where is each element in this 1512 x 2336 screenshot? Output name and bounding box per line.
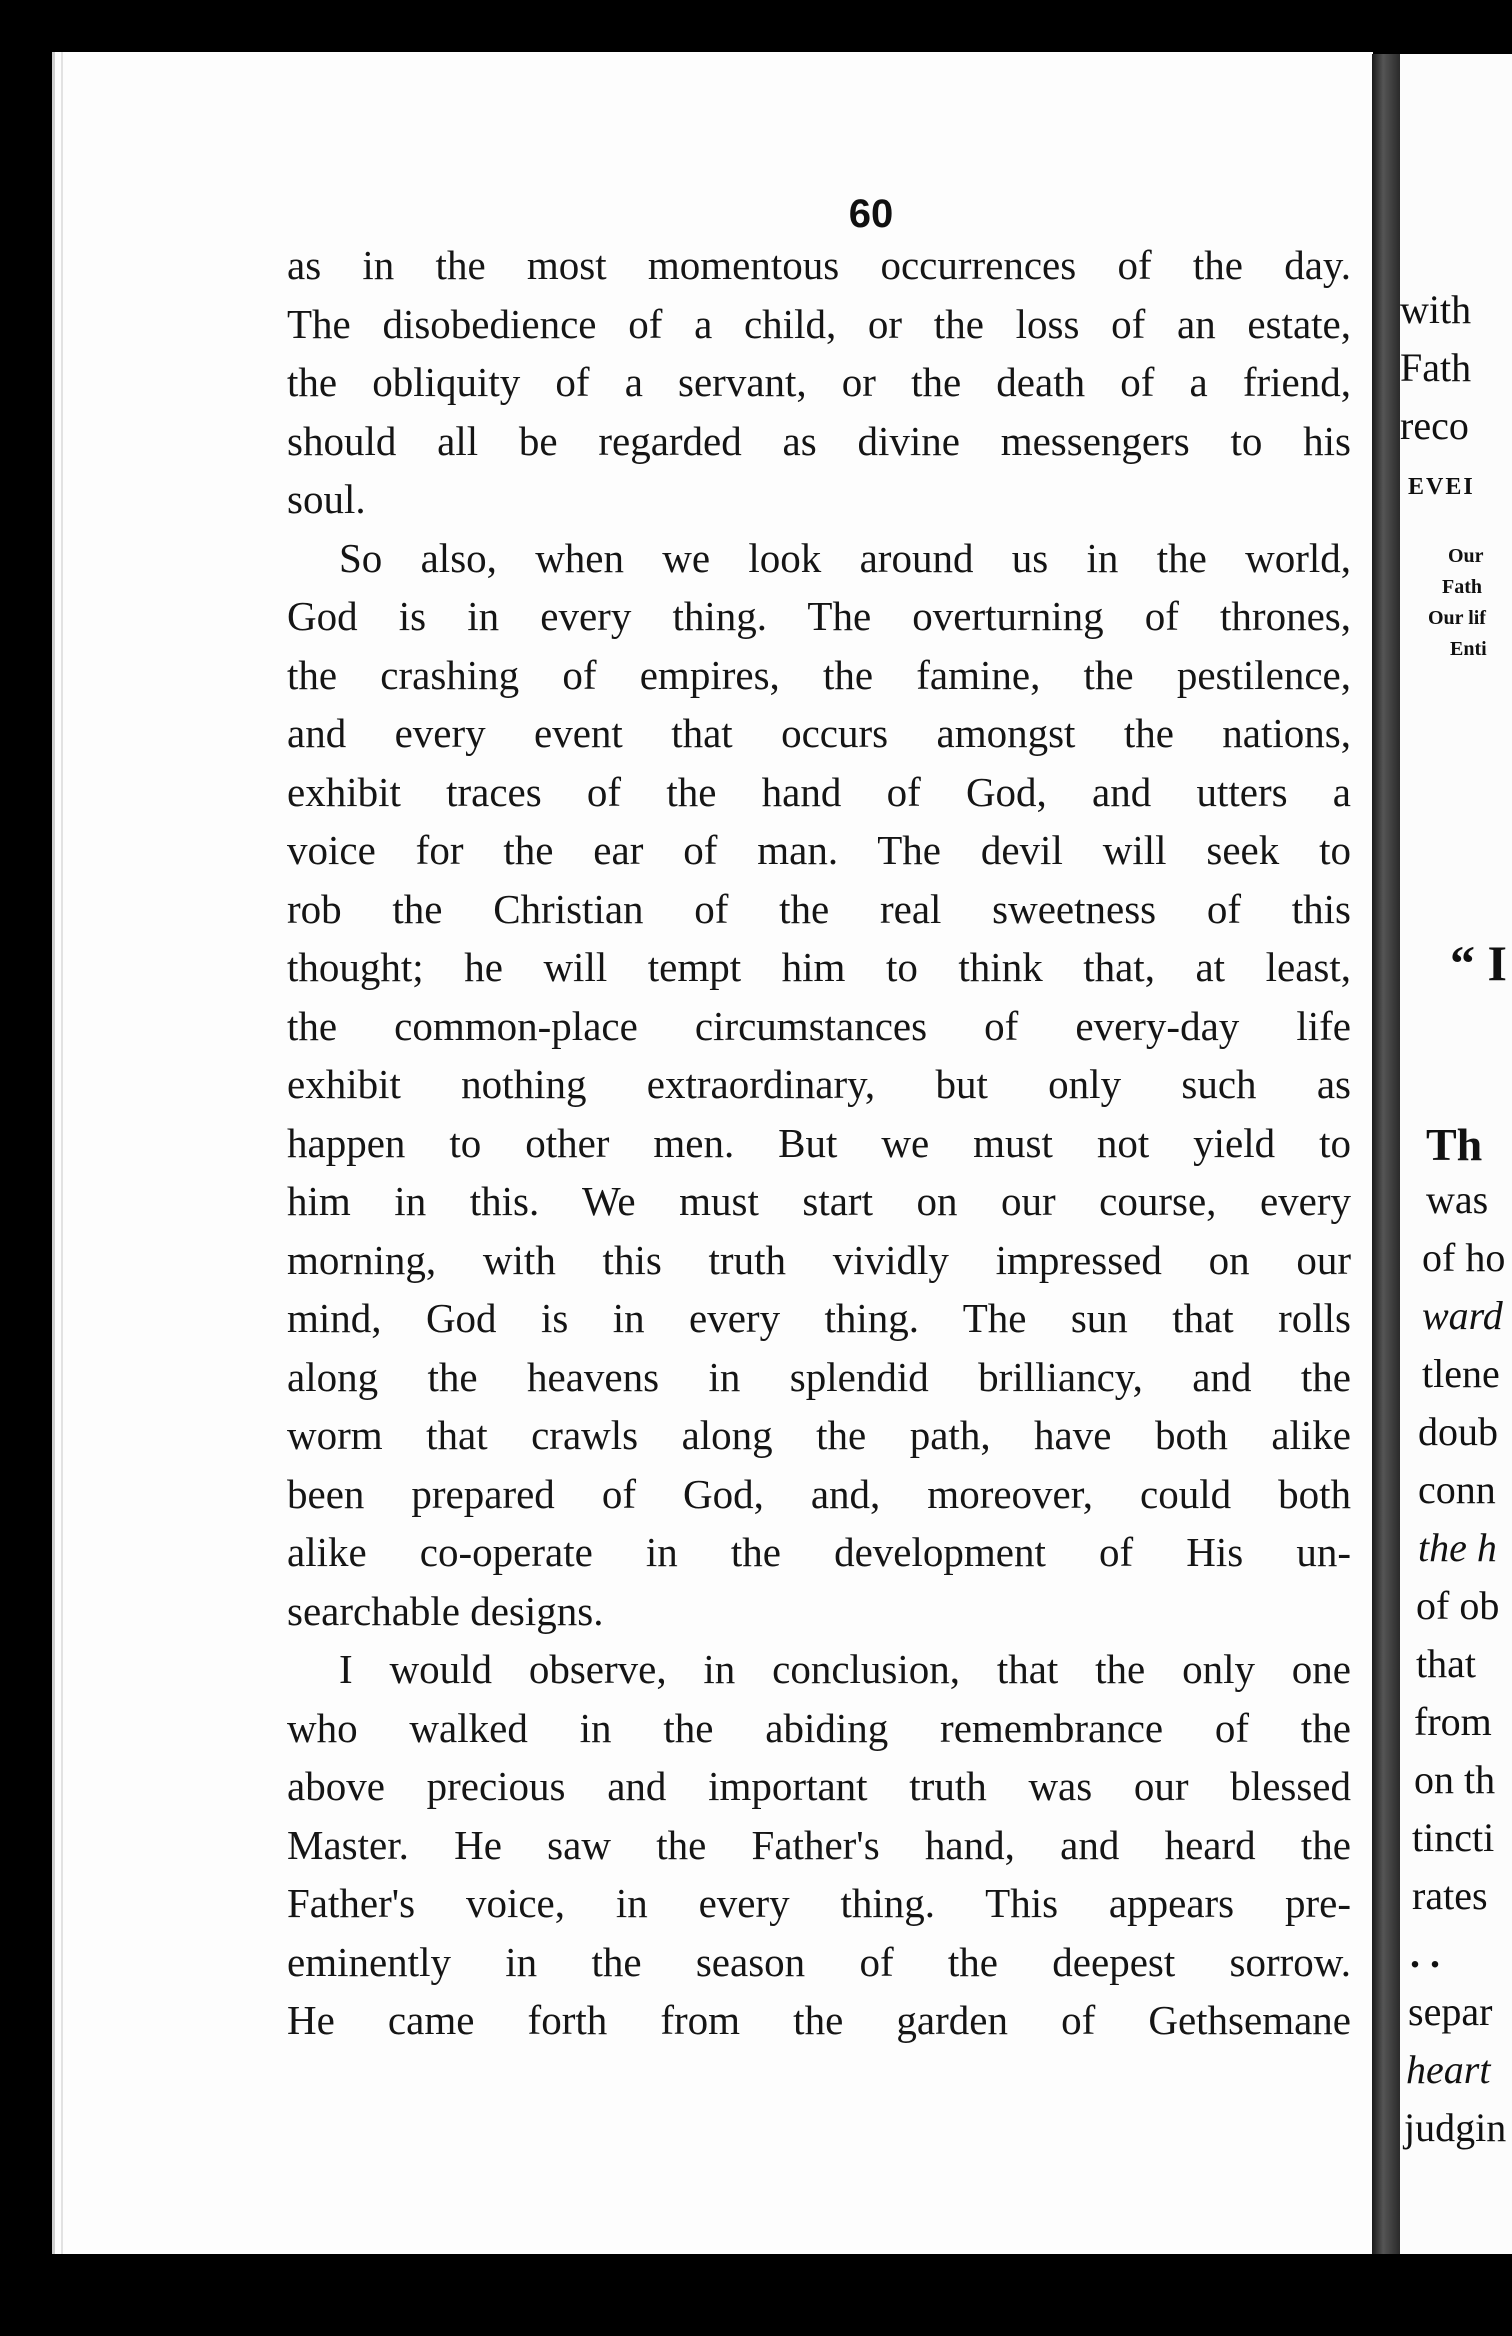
text-line: worm that crawls along the path, have both alike (287, 1412, 1351, 1458)
right-page-fragment: Our lif (1428, 607, 1486, 629)
right-page-fragment: Th (1426, 1119, 1483, 1170)
right-page-fragment: that (1416, 1641, 1476, 1686)
text-line: been prepared of God, and, moreover, could both (287, 1470, 1351, 1517)
right-page-fragment: Enti (1450, 638, 1487, 660)
text-line: I would observe, in conclusion, that the only one (339, 1646, 1351, 1692)
text-line: He came forth from the garden of Gethsemane (287, 1997, 1351, 2043)
right-page-fragment: the h (1418, 1525, 1497, 1570)
right-page-fragment: Fath (1400, 345, 1472, 390)
text-line: exhibit traces of the hand of God, and utters a (287, 768, 1351, 815)
text-line: mind, God is in every thing. The sun that rolls (287, 1295, 1351, 1341)
text-line: soul. (287, 476, 366, 522)
page-number: 60 (848, 192, 894, 236)
text-line: rob the Christian of the real sweetness of this (287, 885, 1351, 932)
text-line: So also, when we look around us in the world, (339, 534, 1351, 581)
text-line: the crashing of empires, the famine, the pestilence, (287, 651, 1351, 698)
right-page-fragment: conn (1418, 1467, 1496, 1512)
text-line: searchable designs. (287, 1587, 604, 1634)
text-line: the obliquity of a servant, or the death of a friend, (287, 359, 1351, 405)
text-line: as in the most momentous occurrences of the day. (287, 242, 1351, 288)
text-line: exhibit nothing extraordinary, but only such as (287, 1061, 1351, 1107)
text-line: alike co-operate in the development of His un- (287, 1529, 1351, 1575)
text-line: along the heavens in splendid brilliancy, and the (287, 1353, 1351, 1400)
right-page-fragment: on th (1414, 1757, 1496, 1802)
body-text (287, 236, 1351, 2050)
right-page-fragment: with (1400, 287, 1472, 332)
right-page-fragment: tincti (1412, 1815, 1495, 1860)
right-page-fragment: Fath (1442, 576, 1482, 598)
right-page-fragment: “ I (1450, 935, 1507, 991)
text-line: morning, with this truth vividly impressed on our (287, 1236, 1351, 1283)
right-page-fragment: of ho (1422, 1235, 1506, 1280)
text-line: him in this. We must start on our course, every (287, 1178, 1351, 1224)
text-line: Master. He saw the Father's hand, and heard the (287, 1821, 1351, 1868)
text-line: thought; he will tempt him to think that, at least, (287, 944, 1351, 990)
text-line: happen to other men. But we must not yield to (287, 1119, 1351, 1166)
right-page-fragment: rates (1412, 1873, 1488, 1918)
text-line: Father's voice, in every thing. This appears pre- (287, 1880, 1351, 1926)
text-line: should all be regarded as divine messengers to his (287, 417, 1351, 464)
book-spine (1372, 54, 1400, 2254)
right-page-fragment: judgin (1404, 2105, 1507, 2150)
right-page-fragment: heart (1406, 2047, 1491, 2092)
right-page-fragment: separ (1408, 1989, 1493, 2034)
text-line: God is in every thing. The overturning of thrones, (287, 593, 1351, 639)
text-line: voice for the ear of man. The devil will seek to (287, 827, 1351, 873)
right-page-fragment: of ob (1416, 1583, 1500, 1628)
right-page-fragment: from (1414, 1699, 1492, 1744)
text-line: who walked in the abiding remembrance of the (287, 1704, 1351, 1751)
text-line: The disobedience of a child, or the loss of an estate, (287, 300, 1351, 347)
right-page-fragment: was (1426, 1177, 1489, 1222)
text-line: and every event that occurs amongst the nations, (287, 710, 1351, 756)
right-page (1400, 54, 1512, 2254)
right-page-fragment: Our (1448, 545, 1484, 567)
right-page-fragment: . . (1410, 1931, 1440, 1976)
right-page-fragment: reco (1400, 403, 1469, 448)
text-line: the common-place circumstances of every-day life (287, 1002, 1351, 1049)
right-page-fragment: doub (1418, 1409, 1498, 1454)
text-line: eminently in the season of the deepest sorrow. (287, 1938, 1351, 1985)
text-line: above precious and important truth was our blessed (287, 1763, 1351, 1809)
right-page-fragment: ward (1422, 1293, 1503, 1338)
right-page-fragment: EVEI (1408, 474, 1475, 500)
right-page-fragment: tlene (1422, 1351, 1500, 1396)
